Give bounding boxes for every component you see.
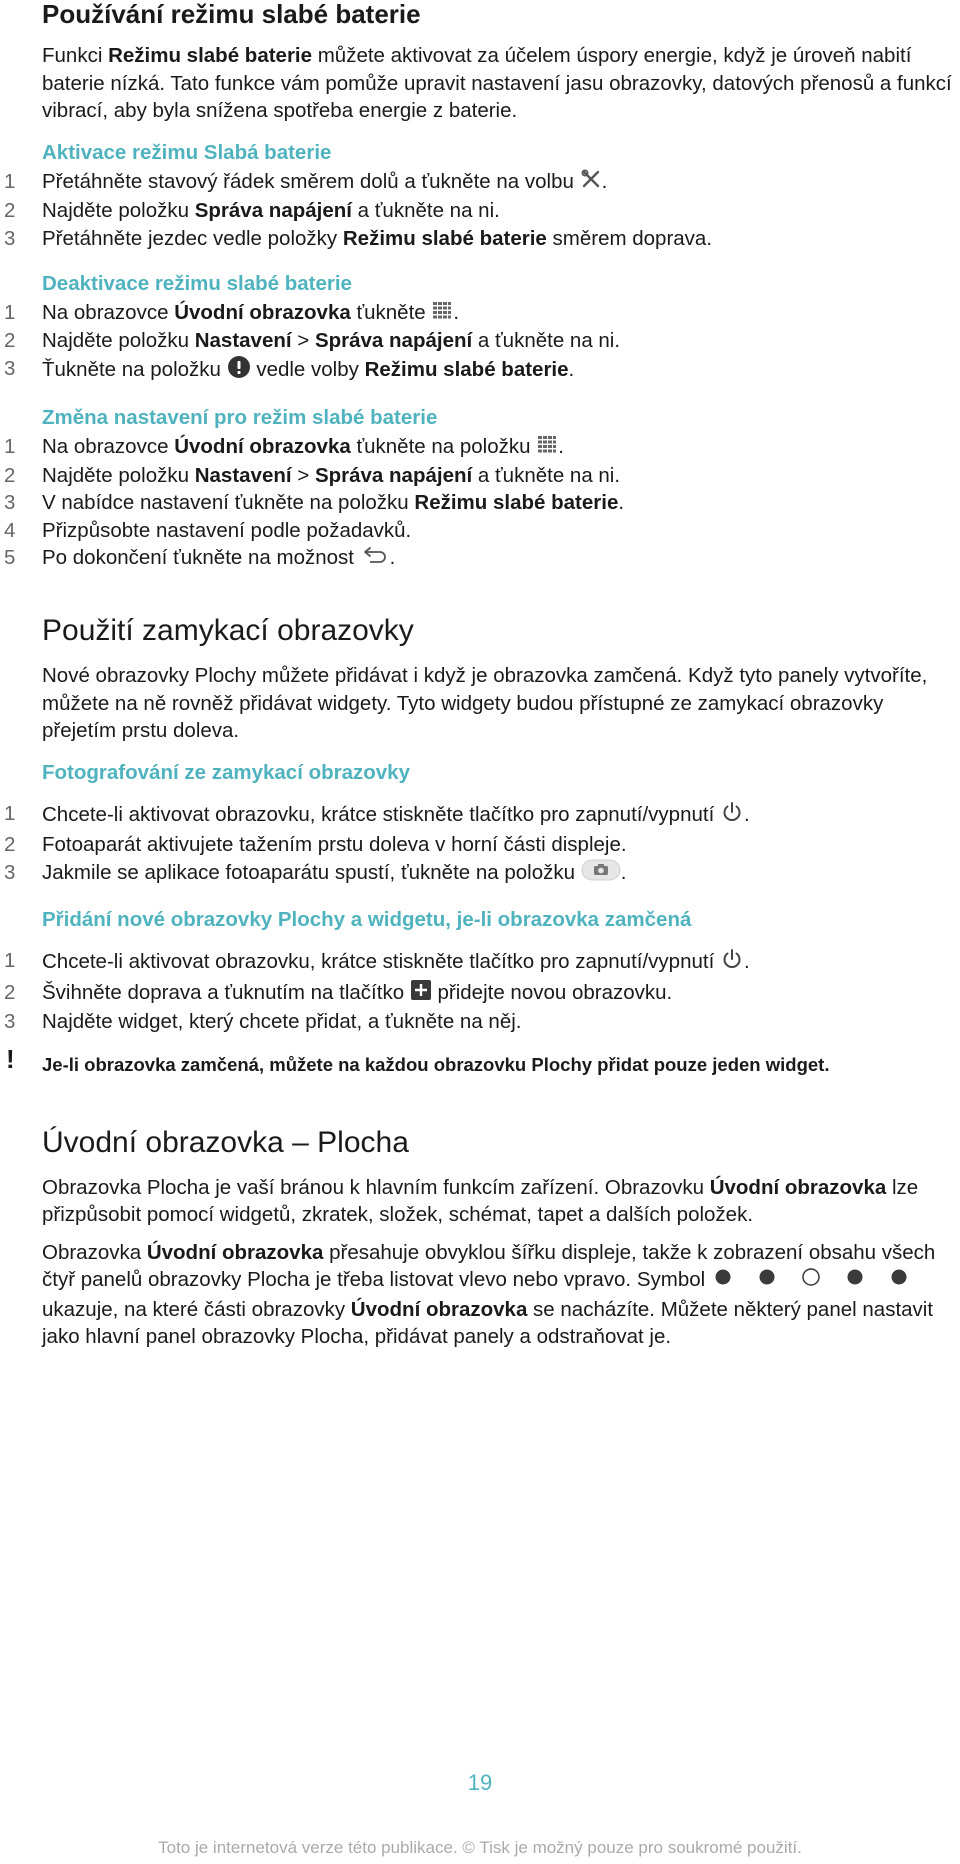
step-text: a ťukněte na ni. (351, 199, 500, 222)
page-indicator-dots-icon (711, 1266, 911, 1296)
list-item (4, 433, 958, 461)
page-number: 19 (467, 1770, 493, 1795)
steps-change-settings (4, 433, 958, 572)
step-number: 1 (4, 949, 16, 973)
step-text: Po dokončení ťukněte na možnost (42, 546, 360, 570)
heading-add-panel-widget: Přidání nové obrazovky Plochy a widgetu, je-li obrazovka zamčená (42, 908, 692, 932)
step-text: . (568, 358, 575, 381)
step-number: 2 (4, 980, 16, 1004)
step-text: Najděte položku (42, 463, 195, 487)
list-item (4, 168, 958, 198)
step-bold: Úvodní obrazovka (174, 301, 351, 324)
step-number: 3 (4, 491, 16, 515)
heading-activate: Aktivace režimu Slabá baterie (42, 140, 332, 164)
step-bold: Správa napájení (194, 199, 352, 222)
heading-photo-lock-screen: Fotografování ze zamykací obrazovky (42, 760, 410, 784)
step-text: V nabídce nastavení ťukněte na položku (42, 491, 415, 515)
step-bold: Režimu slabé baterie (342, 226, 547, 250)
section-title-low-battery: Používání režimu slabé baterie (42, 0, 421, 29)
step-text: . (389, 546, 396, 570)
p2-text: přesahuje obvyklou šířku displeje, takže k zobrazení obsahu všech čtyř panelů obrazovky Plocha je třeba listovat vlevo nebo vpravo. Symbol (42, 1240, 936, 1292)
step-text: Na obrazovce (42, 435, 175, 459)
list-item (4, 544, 958, 572)
power-icon (720, 800, 744, 832)
step-text: Najděte položku (42, 329, 195, 353)
step-text: Ťukněte na položku (42, 358, 227, 381)
step-bold: Správa napájení (314, 329, 473, 353)
step-text: ťukněte (350, 301, 432, 324)
step-number: 2 (4, 329, 16, 353)
list-item (4, 800, 958, 832)
steps-add-panel (4, 947, 958, 1036)
list-item (4, 462, 958, 490)
step-text: . (601, 169, 608, 193)
plus-icon (410, 979, 432, 1009)
camera-icon (581, 859, 621, 889)
step-text: Najděte widget, který chcete přidat, a ťukněte na něj. (42, 1010, 522, 1034)
step-number: 1 (4, 301, 16, 324)
step-text: přidejte novou obrazovku. (431, 981, 673, 1005)
step-text: ťukněte na položku (350, 435, 537, 459)
intro-bold: Režimu slabé baterie (108, 44, 313, 67)
list-item (4, 517, 958, 545)
step-text: směrem doprava. (546, 226, 713, 250)
warning-icon: ! (6, 1043, 15, 1074)
p1-text: Obrazovka Plocha je vaší bránou k hlavním funkcím zařízení. Obrazovku (42, 1175, 710, 1199)
p2-text: ukazuje, na které části obrazovky (42, 1297, 351, 1321)
step-text: Švihněte doprava a ťuknutím na tlačítko (42, 981, 410, 1005)
step-bold: Nastavení (194, 463, 292, 487)
page-content (4, 0, 958, 1351)
p2-bold: Úvodní obrazovka (146, 1240, 324, 1264)
step-text: Chcete-li aktivovat obrazovku, krátce stiskněte tlačítko pro zapnutí/vypnutí (42, 803, 720, 827)
step-text: vedle volby (250, 358, 365, 381)
step-text: . (558, 435, 564, 459)
p2-bold: Úvodní obrazovka (350, 1297, 528, 1321)
step-text: . (743, 950, 750, 974)
step-bold: Správa napájení (314, 463, 473, 487)
list-item (4, 225, 958, 253)
intro-text: můžete aktivovat za účelem úspory energie, když je úroveň nabití baterie nízká. Tato funkce vám pomůže upravit nastavení jasu obrazovky, datových přenosů a funkcí vibrací, aby byla snížena spotřeba energie z baterie. (42, 44, 952, 122)
lock-screen-intro: Nové obrazovky Plochy můžete přidávat i když je obrazovka zamčená. Když tyto panely vytvoříte, můžete na ně rovněž přidávat widgety. Tyto widgety budou přístupné ze zamykací obrazovky přejetím prstu doleva. (42, 664, 928, 743)
step-text: . (743, 803, 750, 827)
list-item (4, 831, 958, 859)
step-number: 2 (4, 199, 16, 222)
step-text: a ťukněte na ni. (472, 463, 621, 487)
step-number: 3 (4, 356, 16, 380)
step-text: a ťukněte na ni. (472, 329, 621, 353)
step-text: > (291, 329, 315, 353)
power-icon (720, 947, 744, 979)
steps-activate (4, 168, 958, 253)
steps-photo (4, 800, 958, 889)
p1-text: lze přizpůsobit pomocí widgetů, zkratek, složek, schémat, tapet a dalších položek. (42, 1175, 919, 1227)
p1-bold: Úvodní obrazovka (709, 1175, 887, 1199)
intro-text: Funkci (42, 44, 109, 67)
section-title-lock-screen: Použití zamykací obrazovky (42, 614, 414, 648)
list-item (4, 489, 958, 517)
p2-text: se nacházíte. Můžete některý panel nastavit jako hlavní panel obrazovky Plocha, přidávat panely a odstraňovat je. (42, 1297, 934, 1349)
list-item (4, 197, 958, 225)
step-text: Jakmile se aplikace fotoaparátu spustí, ťukněte na položku (42, 861, 581, 885)
step-text: Najděte položku (42, 199, 195, 222)
list-item (4, 859, 958, 889)
step-text: > (291, 463, 315, 487)
apps-grid-icon (431, 300, 453, 328)
list-item (4, 947, 958, 979)
step-text: Přetáhněte jezdec vedle položky (42, 226, 343, 250)
step-bold: Režimu slabé baterie (414, 491, 619, 515)
list-item (4, 979, 958, 1009)
step-text: Přetáhněte stavový řádek směrem dolů a ťukněte na volbu (42, 169, 580, 193)
note-one-widget (6, 1043, 958, 1078)
section-title-home-screen: Úvodní obrazovka – Plocha (42, 1125, 409, 1159)
back-icon (360, 545, 390, 573)
heading-change-settings: Změna nastavení pro režim slabé baterie (42, 406, 438, 430)
step-bold: Úvodní obrazovka (174, 435, 351, 459)
list-item (4, 299, 958, 327)
step-text: . (618, 491, 625, 515)
low-battery-intro (42, 42, 958, 125)
steps-deactivate (4, 299, 958, 386)
list-item (4, 1008, 958, 1036)
step-number: 1 (4, 435, 16, 459)
home-screen-paragraph-1 (42, 1174, 958, 1229)
step-text: Fotoaparát aktivujete tažením prstu doleva v horní části displeje. (42, 833, 627, 857)
step-number: 3 (4, 1010, 16, 1034)
step-number: 5 (4, 546, 16, 570)
list-item (4, 355, 958, 387)
note-text: Je-li obrazovka zamčená, můžete na každou obrazovku Plochy přidat pouze jeden widget. (42, 1053, 830, 1075)
tools-icon (580, 168, 602, 198)
step-bold: Režimu slabé baterie (364, 358, 569, 381)
page-footer: Toto je internetová verze této publikace. © Tisk je možný pouze pro soukromé použití. (158, 1838, 802, 1857)
step-number: 1 (4, 169, 16, 193)
step-number: 2 (4, 833, 16, 857)
step-text: Na obrazovce (42, 301, 175, 324)
info-icon (227, 355, 251, 387)
step-number: 4 (4, 518, 16, 542)
step-number: 1 (4, 801, 16, 825)
list-item (4, 327, 958, 355)
home-screen-paragraph-2 (42, 1239, 958, 1351)
step-bold: Nastavení (194, 329, 292, 353)
step-number: 3 (4, 226, 16, 250)
step-text: Chcete-li aktivovat obrazovku, krátce stiskněte tlačítko pro zapnutí/vypnutí (42, 950, 720, 974)
step-text: Přizpůsobte nastavení podle požadavků. (42, 518, 412, 542)
step-number: 3 (4, 860, 16, 884)
step-text: . (620, 861, 627, 885)
heading-deactivate: Deaktivace režimu slabé baterie (42, 272, 352, 295)
p2-text: Obrazovka (42, 1240, 147, 1264)
step-number: 2 (4, 463, 16, 487)
step-text: . (453, 301, 460, 324)
apps-grid-icon (536, 434, 558, 462)
